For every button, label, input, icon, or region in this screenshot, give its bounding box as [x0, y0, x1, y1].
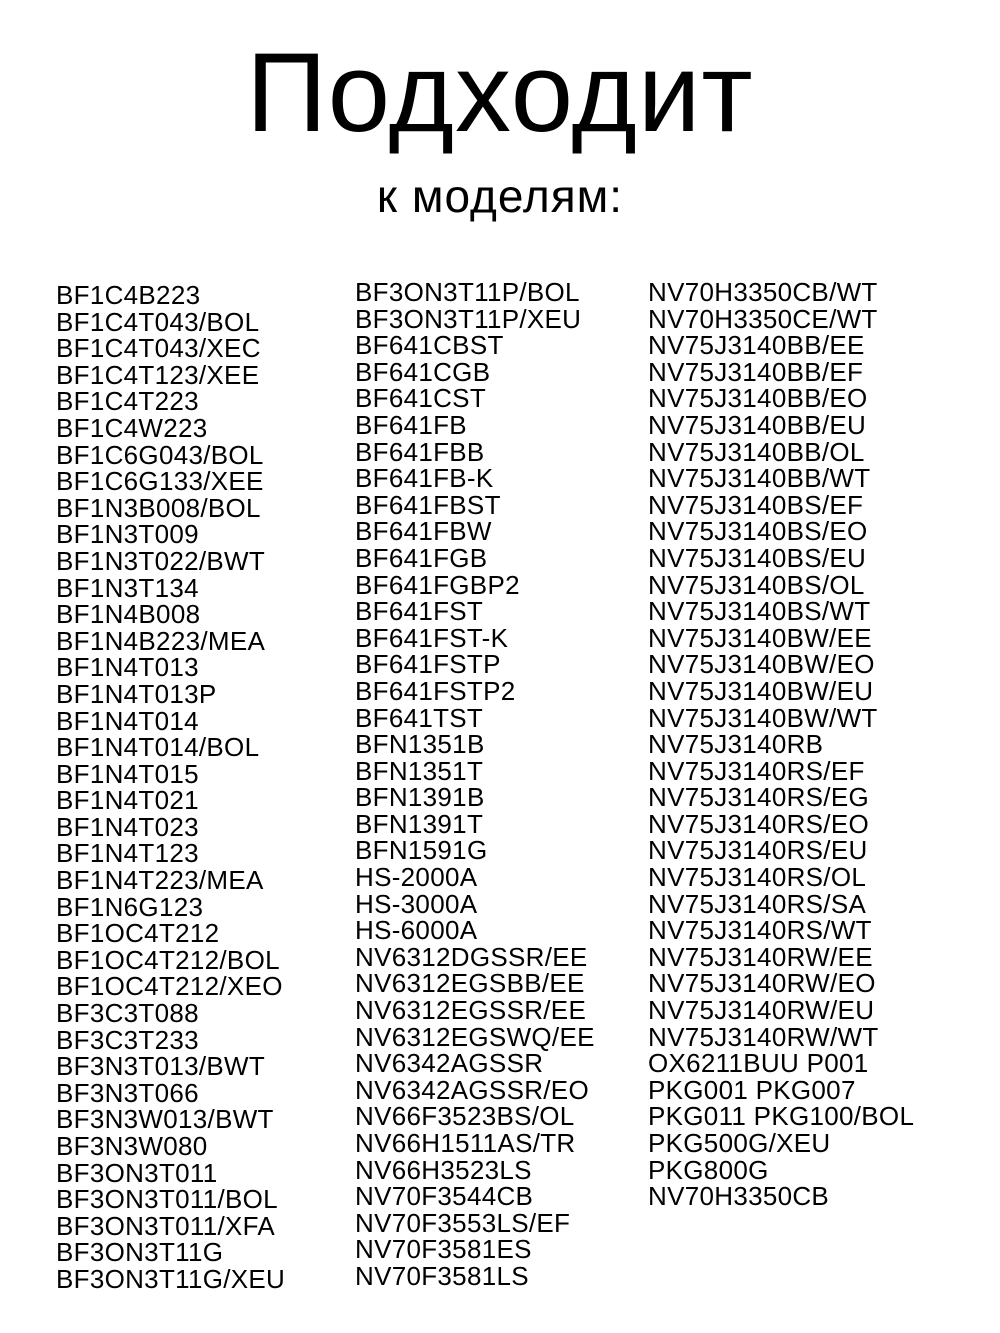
- model-item: NV75J3140RW/EU: [648, 995, 875, 1026]
- model-item: BF1N3B008/BOL: [56, 492, 261, 523]
- model-item: BF1N4T013: [56, 652, 199, 683]
- model-item: NV75J3140BS/EO: [648, 516, 868, 547]
- model-item: NV75J3140BS/EU: [648, 542, 867, 573]
- model-item: BF3ON3T11P/BOL: [355, 277, 580, 307]
- model-list-column-3: [648, 279, 914, 1210]
- model-item: BF1N3T022/BWT: [56, 545, 266, 576]
- model-item: NV70H3350CE/WT: [648, 303, 878, 334]
- model-item: BF1N4T021: [56, 785, 199, 816]
- model-item: BF1C4B223: [56, 280, 201, 310]
- model-item: PKG001 PKG007: [648, 1074, 856, 1105]
- model-item: BF641FSTP: [355, 649, 501, 680]
- model-item: NV70F3581LS: [355, 1260, 529, 1291]
- model-item: NV70F3581ES: [355, 1234, 532, 1265]
- model-item: HS-2000A: [355, 862, 478, 893]
- model-item: NV75J3140BW/EU: [648, 675, 874, 706]
- model-item: BF1N4T014/BOL: [56, 732, 260, 763]
- model-item: BF1OC4T212: [56, 918, 220, 949]
- model-item: BFN1391B: [355, 782, 485, 813]
- model-item: NV75J3140RS/WT: [648, 915, 872, 946]
- model-item: BF641FST-K: [355, 622, 509, 653]
- page-subtitle: к моделям:: [376, 170, 624, 222]
- model-item: BF641CGB: [355, 356, 491, 387]
- model-item: NV75J3140RS/SA: [648, 888, 867, 919]
- model-list-column-1: [56, 282, 285, 1293]
- model-item: BF1N3T009: [56, 519, 199, 550]
- model-item: NV6312EGSBB/EE: [355, 968, 585, 999]
- model-item: NV75J3140RS/EO: [648, 808, 869, 839]
- model-item: BF641CBST: [355, 330, 504, 361]
- model-item: NV70H3350CB: [648, 1181, 830, 1212]
- model-item: BF641FST: [355, 596, 484, 627]
- model-item: BF3ON3T11G: [56, 1237, 224, 1268]
- model-item: OX6211BUU P001: [648, 1048, 869, 1079]
- model-item: NV6312EGSSR/EE: [355, 995, 587, 1026]
- model-item: NV75J3140RS/EU: [648, 835, 868, 866]
- model-item: NV75J3140BB/WT: [648, 463, 871, 494]
- model-list-column-2: [355, 279, 595, 1290]
- model-item: NV75J3140BW/EE: [648, 622, 872, 653]
- model-item: BF641FSTP2: [355, 675, 516, 706]
- model-item: HS-6000A: [355, 915, 478, 946]
- model-item: PKG011 PKG100/BOL: [648, 1101, 915, 1132]
- model-item: BF1N4B223/MEA: [56, 625, 266, 656]
- model-item: BF1C4T043/BOL: [56, 306, 260, 337]
- model-item: NV6342AGSSR/EO: [355, 1074, 589, 1105]
- model-item: BF3ON3T11P/XEU: [355, 303, 582, 334]
- model-item: BF3ON3T11G/XEU: [56, 1263, 286, 1294]
- model-item: BF3N3W080: [56, 1131, 208, 1161]
- model-item: BF641CST: [355, 383, 487, 414]
- model-item: BF1N4T015: [56, 758, 199, 789]
- model-item: NV6312EGSWQ/EE: [355, 1021, 595, 1052]
- model-item: BF641TST: [355, 702, 484, 733]
- model-item: BF3N3T066: [56, 1077, 199, 1108]
- model-item: BF3ON3T011/XFA: [56, 1210, 276, 1241]
- model-item: NV75J3140BW/WT: [648, 702, 878, 733]
- model-item: NV75J3140RB: [648, 729, 824, 760]
- model-item: NV66H3523LS: [355, 1154, 532, 1185]
- model-item: NV75J3140RW/EO: [648, 968, 876, 999]
- model-item: BF1C4T223: [56, 386, 199, 417]
- model-item: HS-3000A: [355, 888, 478, 919]
- model-item: BF1N6G123: [56, 891, 204, 922]
- model-item: BF641FB: [355, 409, 467, 440]
- model-item: BF1N4T123: [56, 838, 199, 869]
- model-item: BFN1391T: [355, 808, 484, 839]
- model-item: NV75J3140BB/OL: [648, 436, 865, 467]
- model-item: BF3N3W013/BWT: [56, 1104, 274, 1135]
- model-item: BF1OC4T212/XEO: [56, 971, 283, 1002]
- model-item: BF1N4T023: [56, 811, 199, 842]
- model-item: NV75J3140RS/EG: [648, 782, 869, 813]
- model-item: BF641FBST: [355, 489, 501, 520]
- model-item: BF641FGBP2: [355, 569, 520, 600]
- model-item: BF641FBB: [355, 436, 485, 467]
- model-item: NV75J3140RS/OL: [648, 862, 867, 893]
- model-item: BF1C4T043/XEC: [56, 333, 261, 364]
- model-item: BF1N4B008: [56, 599, 201, 630]
- model-item: NV75J3140BS/WT: [648, 596, 871, 627]
- model-item: BF3C3T088: [56, 998, 199, 1029]
- model-item: BF641FB-K: [355, 463, 494, 494]
- model-item: BF641FGB: [355, 542, 488, 573]
- model-item: NV70F3553LS/EF: [355, 1207, 571, 1238]
- model-item: BF1C6G133/XEE: [56, 466, 264, 497]
- model-item: BF3C3T233: [56, 1024, 199, 1055]
- model-item: BF3ON3T011/BOL: [56, 1184, 278, 1215]
- model-item: BF1C6G043/BOL: [56, 439, 264, 470]
- model-item: NV75J3140BB/EF: [648, 356, 864, 387]
- model-item: BF3N3T013/BWT: [56, 1051, 266, 1082]
- page-title: Подходит: [246, 30, 754, 155]
- model-item: BF1C4T123/XEE: [56, 359, 260, 390]
- model-item: NV70H3350CB/WT: [648, 277, 878, 307]
- model-item: NV75J3140BS/EF: [648, 489, 864, 520]
- model-item: PKG500G/XEU: [648, 1128, 831, 1158]
- model-item: BF3ON3T011: [56, 1157, 218, 1188]
- model-item: BF1C4W223: [56, 412, 208, 443]
- model-item: NV75J3140RS/EF: [648, 755, 865, 786]
- model-item: NV75J3140BW/EO: [648, 649, 875, 680]
- model-item: BF1N3T134: [56, 572, 199, 603]
- model-item: NV66F3523BS/OL: [355, 1101, 575, 1132]
- model-item: NV6312DGSSR/EE: [355, 941, 588, 972]
- model-item: NV75J3140RW/WT: [648, 1021, 879, 1052]
- model-item: PKG800G: [648, 1154, 769, 1185]
- model-item: NV70F3544CB: [355, 1181, 534, 1212]
- model-item: BF1N4T013P: [56, 678, 217, 709]
- model-item: BF641FBW: [355, 516, 492, 547]
- model-item: NV75J3140BB/EE: [648, 330, 865, 361]
- model-item: NV75J3140BB/EO: [648, 383, 868, 414]
- model-item: BFN1351T: [355, 755, 484, 786]
- model-item: BFN1591G: [355, 835, 488, 866]
- model-item: NV75J3140RW/EE: [648, 941, 873, 972]
- model-item: NV75J3140BS/OL: [648, 569, 865, 600]
- model-item: NV75J3140BB/EU: [648, 409, 867, 440]
- model-item: BF1N4T223/MEA: [56, 865, 264, 896]
- model-item: BFN1351B: [355, 729, 485, 760]
- model-item: BF1OC4T212/BOL: [56, 944, 280, 975]
- model-item: NV6342AGSSR: [355, 1048, 544, 1079]
- model-item: NV66H1511AS/TR: [355, 1128, 576, 1158]
- model-item: BF1N4T014: [56, 705, 199, 736]
